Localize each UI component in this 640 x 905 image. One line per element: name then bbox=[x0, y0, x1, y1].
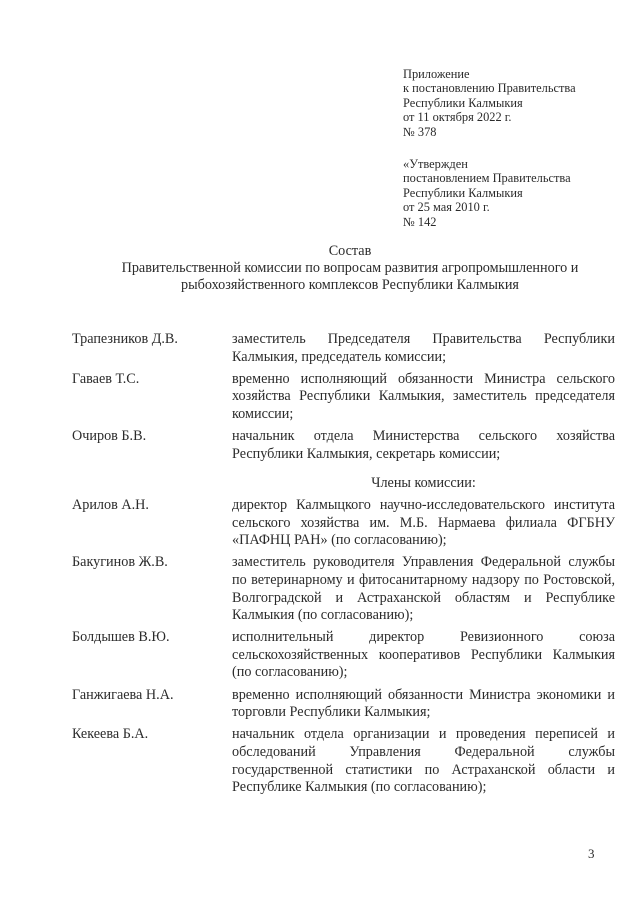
commission-list bbox=[72, 331, 615, 801]
member-name: Трапезников Д.В. bbox=[72, 331, 178, 347]
appendix-line: Приложение bbox=[403, 67, 470, 81]
member-name: Очиров Б.В. bbox=[72, 428, 147, 445]
appendix-line: от 11 октября 2022 г. bbox=[403, 110, 512, 125]
document-title bbox=[60, 243, 640, 294]
member-name: Болдышев В.Ю. bbox=[72, 629, 170, 646]
member-entry bbox=[72, 629, 615, 682]
appendix-reference bbox=[403, 67, 623, 139]
member-role: временно исполняющий обязанности Министра сельского хозяйства Республики Калмыкия, заместитель председателя комиссии; bbox=[232, 370, 615, 422]
title-line: Правительственной комиссии по вопросам развития агропромышленного и bbox=[121, 260, 579, 276]
member-entry bbox=[72, 371, 615, 424]
member-entry bbox=[72, 497, 615, 550]
member-name: Кекеева Б.А. bbox=[72, 726, 149, 743]
appendix-line: № 378 bbox=[403, 124, 437, 139]
member-name: Гаваев Т.С. bbox=[72, 370, 140, 387]
page-number: 3 bbox=[588, 846, 595, 861]
member-role: исполнительный директор Ревизионного союза сельскохозяйственных кооперативов Республики Калмыкия (по согласованию); bbox=[232, 629, 615, 681]
approval-line: от 25 мая 2010 г. bbox=[403, 200, 490, 215]
member-role: начальник отдела организации и проведения переписей и обследований Управления Федеральной службы государственной статистики по Астраханской области и Республике Калмыкия (по согласованию); bbox=[232, 726, 615, 796]
approval-line: Республики Калмыкия bbox=[403, 185, 523, 200]
member-role: временно исполняющий обязанности Министра экономики и торговли Республики Калмыкия; bbox=[232, 686, 615, 721]
member-role: заместитель руководителя Управления Федеральной службы по ветеринарному и фитосанитарному надзору по Ростовской, Волгоградской и Астраханской областям и Республике Калмыкия (по согласованию); bbox=[232, 554, 615, 624]
appendix-line: к постановлению Правительства bbox=[403, 81, 576, 96]
member-entry bbox=[72, 687, 615, 722]
member-name: Ганжигаева Н.А. bbox=[72, 686, 174, 703]
member-entry bbox=[72, 428, 615, 463]
title-line: рыбохозяйственного комплексов Республики Калмыкия bbox=[181, 277, 519, 293]
member-name: Арилов А.Н. bbox=[72, 496, 149, 513]
approval-line: «Утвержден bbox=[403, 157, 468, 171]
approval-line: постановлением Правительства bbox=[403, 171, 571, 186]
member-entry bbox=[72, 554, 615, 624]
member-role: заместитель Председателя Правительства Республики Калмыкия, председатель комиссии; bbox=[232, 331, 615, 365]
member-role: начальник отдела Министерства сельского хозяйства Республики Калмыкия, секретарь комиссии; bbox=[232, 428, 615, 462]
appendix-line: Республики Калмыкия bbox=[403, 95, 523, 110]
member-entry bbox=[72, 331, 615, 366]
member-role: директор Калмыцкого научно-исследовательского института сельского хозяйства им. М.Б. Нармаева филиала ФГБНУ «ПАФНЦ РАН» (по согласованию); bbox=[232, 496, 615, 549]
members-heading: Члены комиссии: bbox=[371, 475, 476, 492]
member-entry bbox=[72, 726, 615, 796]
approval-line: № 142 bbox=[403, 214, 437, 229]
title-heading: Состав bbox=[328, 243, 372, 259]
member-name: Бакугинов Ж.В. bbox=[72, 554, 168, 571]
approval-reference bbox=[403, 157, 623, 229]
